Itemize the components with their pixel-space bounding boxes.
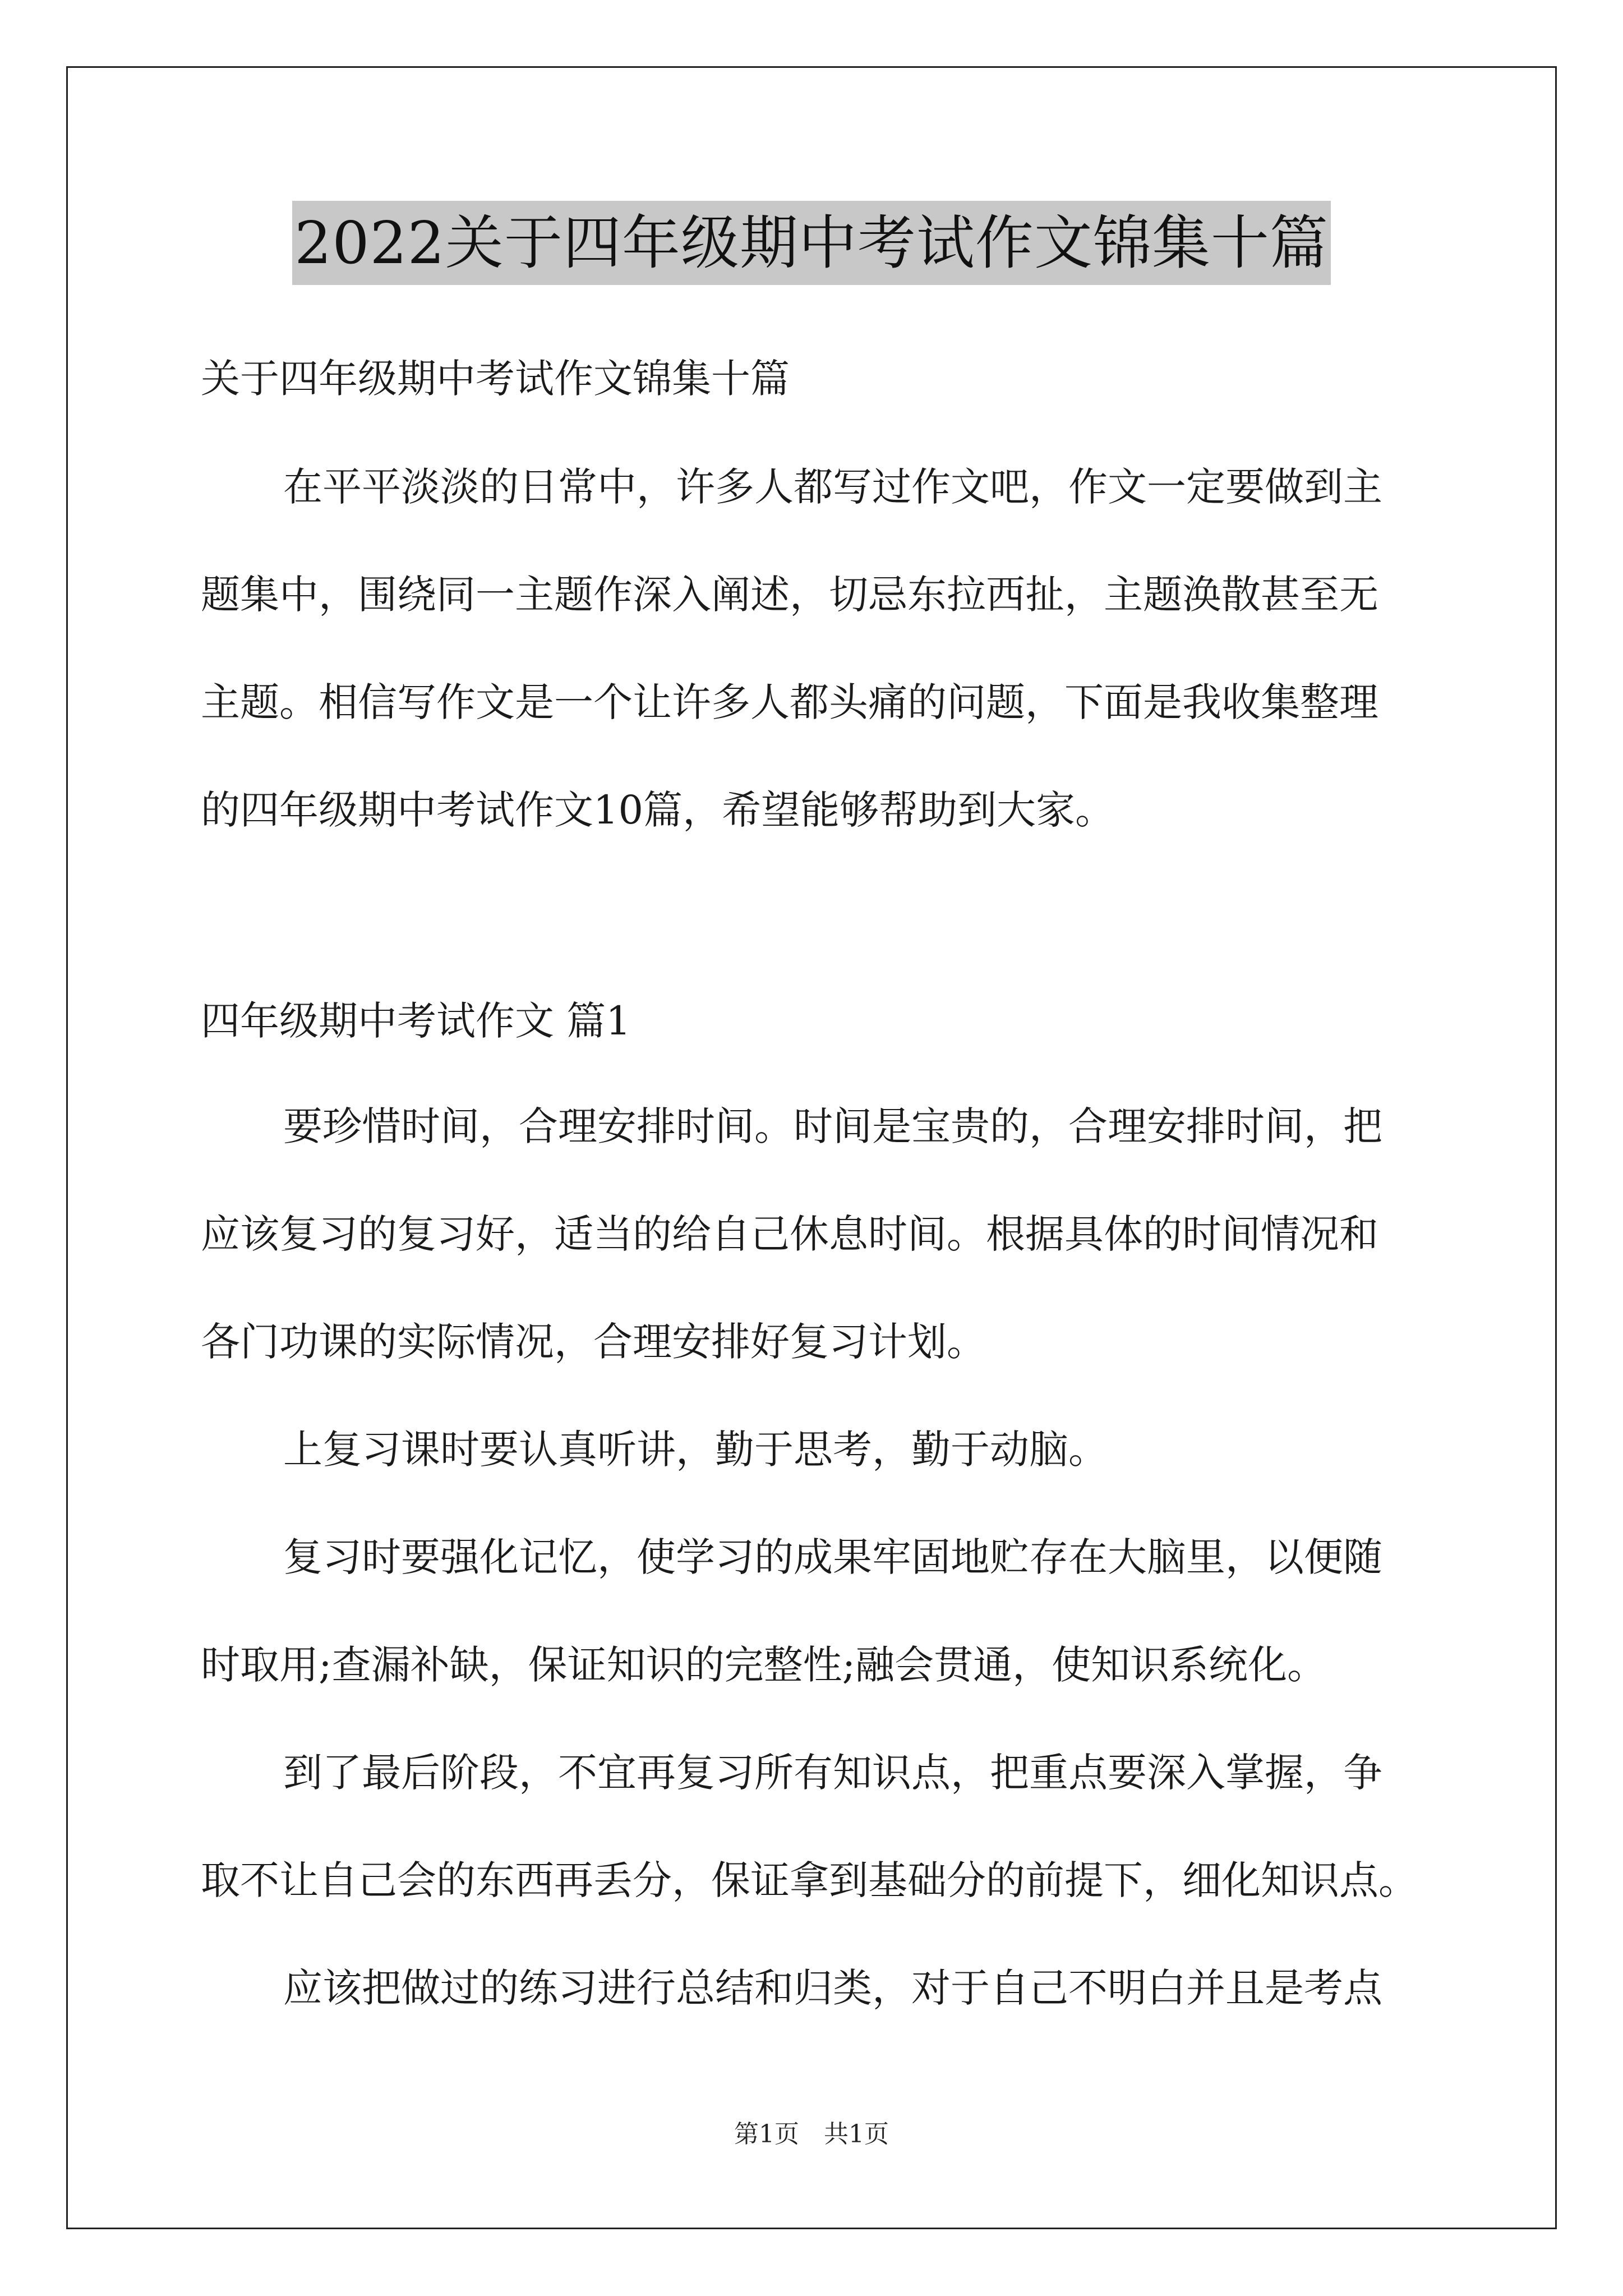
body-line: 上复习课时要认真听讲，勤于思考，勤于动脑。 (283, 1427, 1108, 1473)
body-line: 应该复习的复习好，适当的给自己休息时间。根据具体的时间情况和 (201, 1211, 1378, 1257)
body-line: 复习时要强化记忆，使学习的成果牢固地贮存在大脑里，以便随 (283, 1534, 1382, 1580)
document-subtitle: 关于四年级期中考试作文锦集十篇 (201, 356, 790, 402)
body-line: 时取用;查漏补缺，保证知识的完整性;融会贯通，使知识系统化。 (201, 1642, 1327, 1688)
intro-line: 题集中，围绕同一主题作深入阐述，切忌东拉西扯，主题涣散甚至无 (201, 572, 1378, 618)
body-line: 到了最后阶段，不宜再复习所有知识点，把重点要深入掌握，争 (283, 1750, 1382, 1796)
page-number: 第1页 共1页 (734, 2120, 889, 2148)
body-line: 取不让自己会的东西再丢分，保证拿到基础分的前提下，细化知识点。 (201, 1857, 1418, 1903)
body-line: 应该把做过的练习进行总结和归类，对于自己不明白并且是考点 (283, 1965, 1382, 2011)
body-line: 各门功课的实际情况，合理安排好复习计划。 (201, 1319, 986, 1365)
title-container (0, 201, 1623, 285)
section-heading: 四年级期中考试作文 篇1 (201, 998, 631, 1044)
body-line: 要珍惜时间，合理安排时间。时间是宝贵的，合理安排时间，把 (283, 1103, 1382, 1149)
intro-line: 的四年级期中考试作文10篇，希望能够帮助到大家。 (201, 787, 1115, 833)
intro-line: 在平平淡淡的日常中，许多人都写过作文吧，作文一定要做到主 (283, 464, 1382, 510)
document-title: 2022关于四年级期中考试作文锦集十篇 (292, 201, 1331, 285)
intro-line: 主题。相信写作文是一个让许多人都头痛的问题，下面是我收集整理 (201, 679, 1378, 725)
